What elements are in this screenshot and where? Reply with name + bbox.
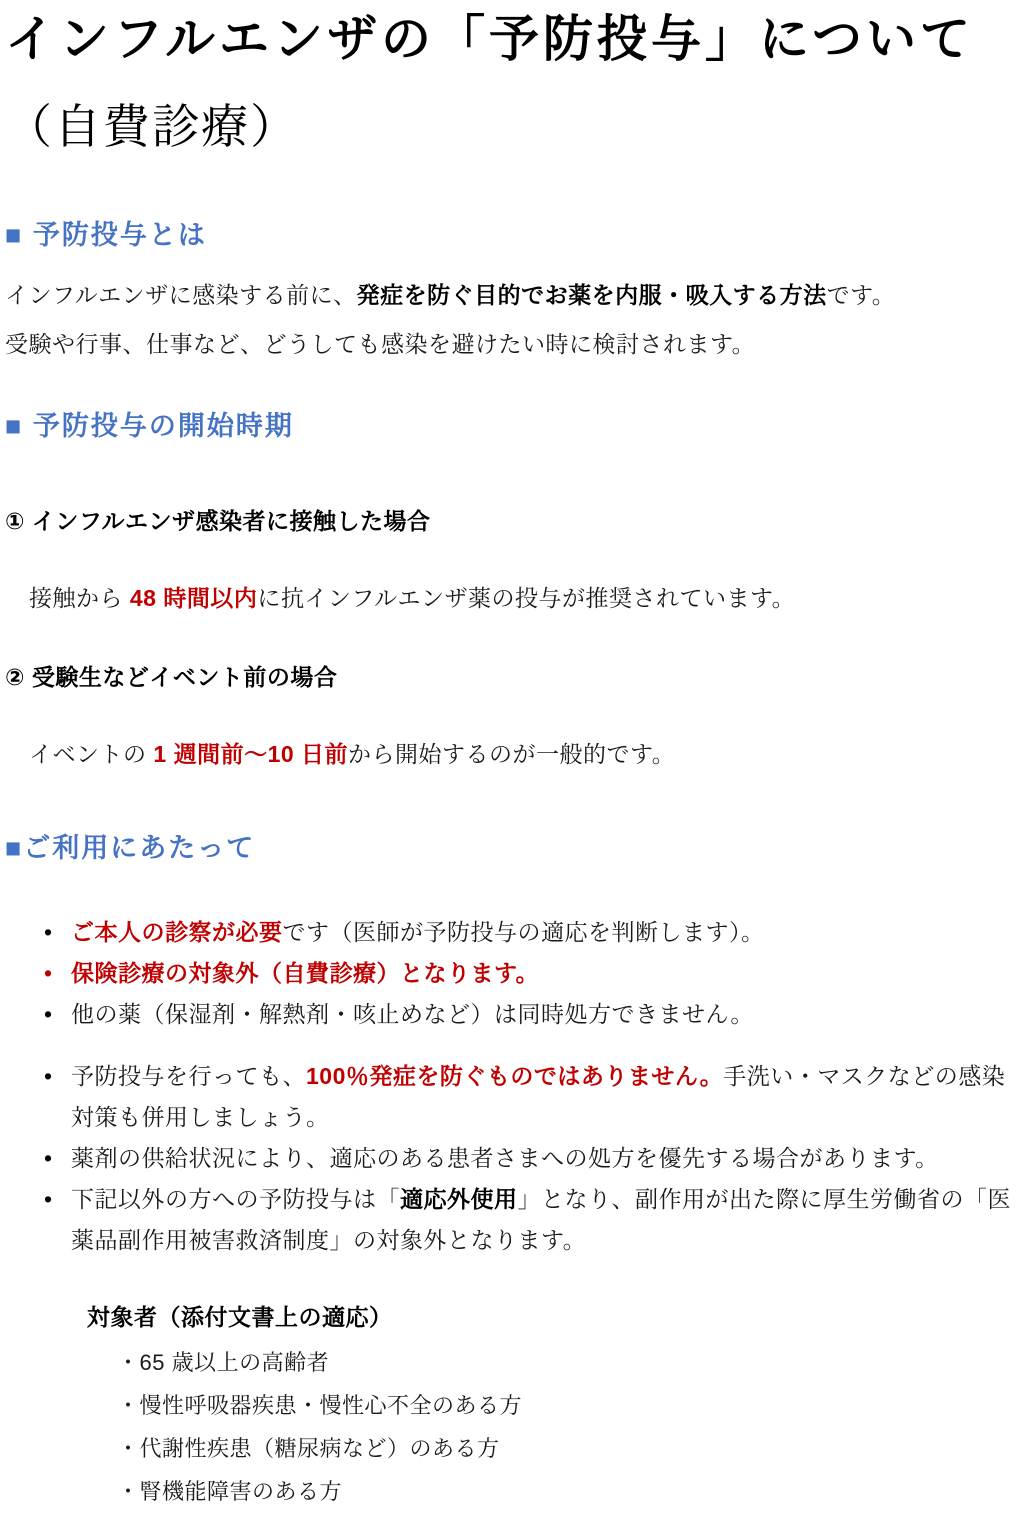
list-item: ・慢性呼吸器疾患・慢性心不全のある方	[117, 1393, 523, 1419]
list-item: • ご本人の診察が必要です（医師が予防投与の適応を判断します）。	[5, 912, 1012, 953]
list-item: • 下記以外の方への予防投与は「適応外使用」となり、副作用が出た際に厚生労働省の「医薬品副作用被害救済制度」の対象外となります。	[5, 1179, 1012, 1261]
about-paragraph-line1: インフルエンザに感染する前に、発症を防ぐ目的でお薬を内服・吸入する方法です。	[5, 282, 896, 309]
blue-square-icon: ■	[5, 833, 24, 864]
list-item: ・65 歳以上の高齢者	[117, 1350, 330, 1376]
case2-body: イベントの 1 週間前～10 日前から開始するのが一般的です。	[29, 741, 676, 768]
list-item: • 予防投与を行っても、100％発症を防ぐものではありません。手洗い・マスクなどの感染対策も併用しましょう。	[5, 1056, 1012, 1138]
section-heading-about	[5, 217, 1012, 253]
eligible-heading: 対象者（添付文書上の適応）	[87, 1304, 393, 1331]
case1-body: 接触から 48 時間以内に抗インフルエンザ薬の投与が推奨されています。	[29, 585, 796, 612]
section-heading-timing-label: 予防投与の開始時期	[23, 411, 294, 442]
blue-square-icon: ■	[5, 411, 24, 442]
section-heading-timing	[5, 408, 1012, 444]
case2-title: ② 受験生などイベント前の場合	[5, 664, 338, 691]
case1-title: ① インフルエンザ感染者に接触した場合	[5, 508, 431, 535]
blue-square-icon: ■	[5, 220, 24, 250]
list-item: • 保険診療の対象外（自費診療）となります。	[5, 953, 1012, 994]
usage-bullet-list	[5, 912, 1012, 1261]
eligible-item-list	[117, 1341, 1012, 1513]
page-title: インフルエンザの「予防投与」について	[5, 11, 974, 67]
list-item: • 薬剤の供給状況により、適応のある患者さまへの処方を優先する場合があります。	[5, 1138, 1012, 1179]
section-heading-usage-label: ご利用にあたって	[23, 833, 256, 864]
list-item: ・代謝性疾患（糖尿病など）のある方	[117, 1436, 500, 1462]
list-item: • 他の薬（保湿剤・解熱剤・咳止めなど）は同時処方できません。	[5, 994, 1012, 1035]
section-heading-usage	[5, 830, 1012, 866]
eligible-block	[5, 1302, 1012, 1513]
list-item: ・腎機能障害のある方	[117, 1479, 343, 1505]
page-subtitle: （自費診療）	[5, 100, 299, 153]
about-paragraph-line2: 受験や行事、仕事など、どうしても感染を避けたい時に検討されます。	[5, 331, 756, 358]
section-heading-about-label: 予防投与とは	[23, 220, 207, 250]
